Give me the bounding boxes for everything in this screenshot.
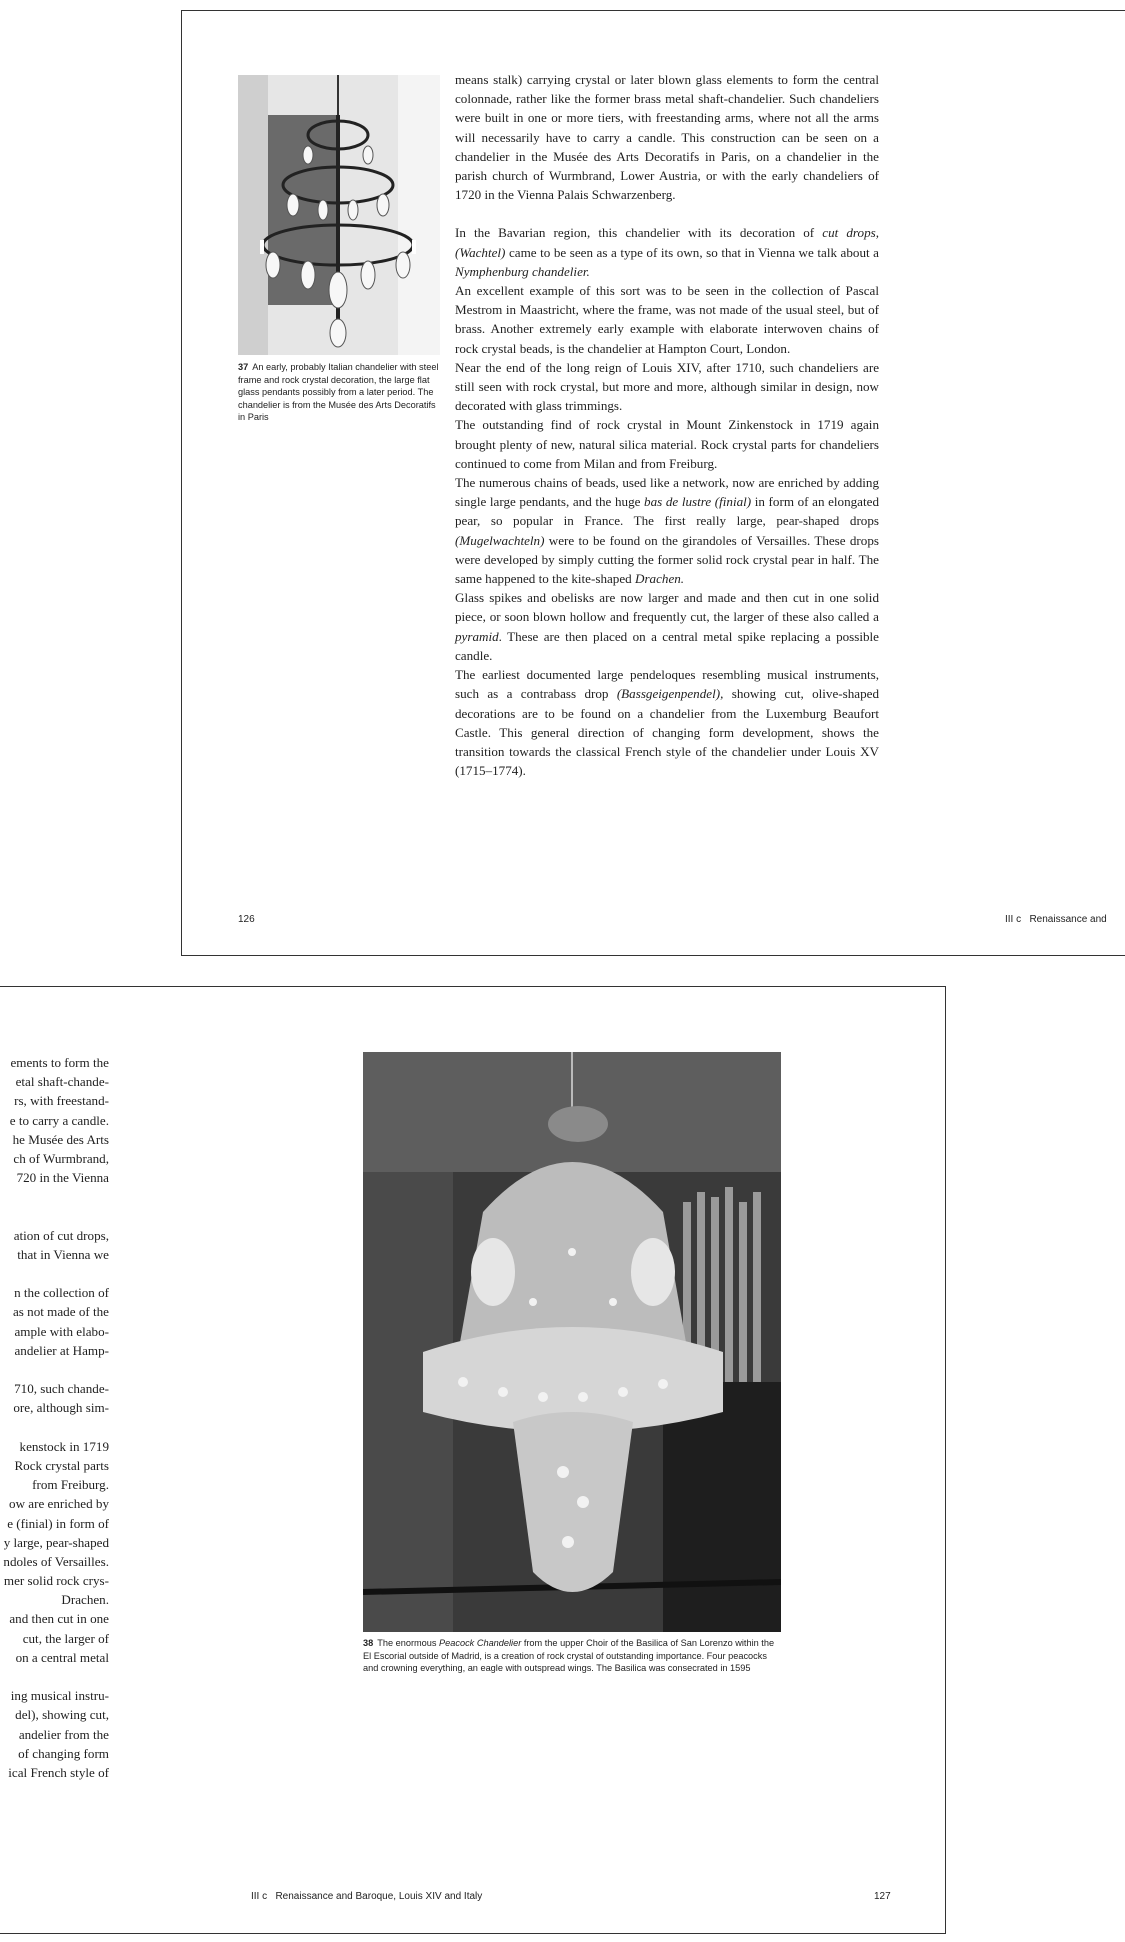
cropped-text-line: andelier at Hamp-	[14, 1342, 109, 1358]
cropped-text-line: ing musical instru-	[10, 1688, 109, 1704]
cropped-text-line	[0, 1207, 109, 1226]
cropped-text-line: from Freiburg.	[32, 1477, 109, 1493]
cropped-text-line: ndoles of Versailles.	[3, 1553, 109, 1569]
figure-number: 38	[363, 1638, 374, 1648]
cropped-text-line: andelier from the	[18, 1726, 109, 1742]
figure-37-photo	[238, 75, 440, 355]
cropped-text-line: etal shaft-chande-	[15, 1074, 109, 1090]
cropped-text-line: and then cut in one	[9, 1611, 109, 1627]
cropped-text-column	[0, 1053, 109, 1782]
cropped-text-line: kenstock in 1719	[19, 1438, 109, 1454]
cropped-text-line: ch of Wurmbrand,	[13, 1150, 109, 1166]
cropped-text-line: ation of cut drops,	[13, 1227, 109, 1243]
paragraph: In the Bavarian region, this chandelier with its decoration of cut drops, (Wachtel) came to be seen as a type of its own, so that in Vienna we talk about a Nymphenburg chandelier.	[455, 225, 879, 279]
cropped-text-line: ements to form the	[10, 1055, 109, 1070]
cropped-text-line: e (finial) in form of	[7, 1515, 109, 1531]
cropped-text-line: ore, although sim-	[13, 1400, 109, 1416]
cropped-text-line: y large, pear-shaped	[3, 1534, 109, 1550]
cropped-text-line: n the collection of	[14, 1285, 109, 1301]
cropped-text-line: as not made of the	[13, 1304, 109, 1320]
cropped-text-line: he Musée des Arts	[12, 1131, 109, 1147]
paragraph: Near the end of the long reign of Louis XIV, after 1710, such chandeliers are still seen with rock crystal, but more and more, although similar in design, now decorated with glass trimmings.	[455, 359, 879, 414]
cropped-text-line: Rock crystal parts	[14, 1457, 109, 1473]
peacock-chandelier-illustration	[363, 1052, 781, 1632]
cropped-text-line	[0, 1264, 109, 1283]
chandelier-illustration	[238, 75, 440, 355]
cropped-text-line: that in Vienna we	[17, 1246, 109, 1262]
figure-38-photo	[363, 1052, 781, 1632]
cropped-text-line: cut, the larger of	[22, 1630, 109, 1646]
paragraph: The outstanding find of rock crystal in Mount Zinkenstock in 1719 again brought plenty of new, natural silica material. Rock crystal parts for chandeliers continued to come from Milan and from Freiburg.	[455, 417, 879, 471]
right-page	[0, 986, 946, 1934]
cropped-text-line: Drachen.	[61, 1592, 109, 1608]
paragraph: Glass spikes and obelisks are now larger and made and then cut in one solid piece, or soon blown hollow and frequently cut, the larger of these also called a pyramid. These are then placed on a central metal spike replacing a possible candle.	[455, 590, 879, 663]
cropped-text-line	[0, 1360, 109, 1379]
cropped-text-line: ical French style of	[8, 1764, 109, 1780]
cropped-text-line: of changing form	[18, 1745, 109, 1761]
page-number: 127	[874, 1891, 891, 1902]
cropped-text-line: 710, such chande-	[14, 1381, 109, 1397]
cropped-text-line: 720 in the Vienna	[16, 1170, 109, 1186]
cropped-text-line: rs, with freestand-	[14, 1093, 109, 1109]
left-page-body	[455, 70, 879, 780]
paragraph: An excellent example of this sort was to be seen in the collection of Pascal Mestrom in Maastricht, where the frame, was not made of the usual steel, but of brass. Another extremely early example with elaborate interwoven chains of rock crystal beads, is the chandelier at Hampton Court, London.	[455, 283, 879, 356]
cropped-text-line	[0, 1667, 109, 1686]
caption-text: An early, probably Italian chandelier with steel frame and rock crystal decoration, the large flat glass pendants possibly from a later period. The chandelier is from the Musée des Arts Decoratifs in Paris	[238, 362, 439, 423]
cropped-text-line: ample with elabo-	[14, 1323, 109, 1339]
cropped-text-line: mer solid rock crys-	[3, 1573, 109, 1589]
paragraph: The earliest documented large pendeloques resembling musical instruments, such as a contrabass drop (Bassgeigenpendel), showing cut, olive-shaped decorations are to be found on a chandelier from the Luxemburg Beaufort Castle. This general direction of changing form development, shows the transition towards the classical French style of the chandelier under Louis XV (1715–1774).	[455, 667, 879, 779]
chandelier-name: Peacock Chandelier	[439, 1638, 522, 1648]
paragraph: means stalk) carrying crystal or later blown glass elements to form the central colonnade, rather like the former brass metal shaft-chandelier. Such chandeliers were built in one or more tiers, with freestanding arms, where not all the arms will necessarily have to carry a candle. This construction can be seen on a chandelier in the Musée des Arts Decoratifs in Paris, on a chandelier in the parish church of Wurmbrand, Lower Austria, or with the early chandeliers of 1720 in the Vienna Palais Schwarzenberg.	[455, 72, 879, 203]
left-page	[181, 10, 1125, 956]
cropped-text-line: ow are enriched by	[9, 1496, 109, 1512]
cropped-text-line	[0, 1187, 109, 1206]
cropped-text-line	[0, 1418, 109, 1437]
figure-38-caption: 38 The enormous Peacock Chandelier from the upper Choir of the Basilica of San Lorenzo within the El Escorial outside of Madrid, is a creation of rock crystal of outstanding importance. Four peacocks and crowning everything, an eagle with outspread wings. The Basilica was consecrated in 1595	[363, 1638, 775, 1674]
page-number: 126	[238, 914, 255, 925]
paragraph: The numerous chains of beads, used like a network, now are enriched by adding single large pendants, and the huge bas de lustre (finial) in form of an elongated pear, so popular in France. The first really large, pear-shaped drops (Mugelwachteln) were to be found on the girandoles of Versailles. These drops were developed by simply cutting the former solid rock crystal pear in half. The same happened to the kite-shaped Drachen.	[455, 475, 879, 587]
figure-37-caption	[238, 361, 443, 424]
running-head: III c Renaissance and	[1005, 914, 1107, 925]
cropped-text-line: e to carry a candle.	[9, 1112, 109, 1128]
cropped-text-line: on a central metal	[15, 1649, 109, 1665]
figure-number: 37	[238, 362, 249, 372]
cropped-text-line: del), showing cut,	[15, 1707, 109, 1723]
running-head: III c Renaissance and Baroque, Louis XIV and Italy	[251, 1891, 483, 1902]
